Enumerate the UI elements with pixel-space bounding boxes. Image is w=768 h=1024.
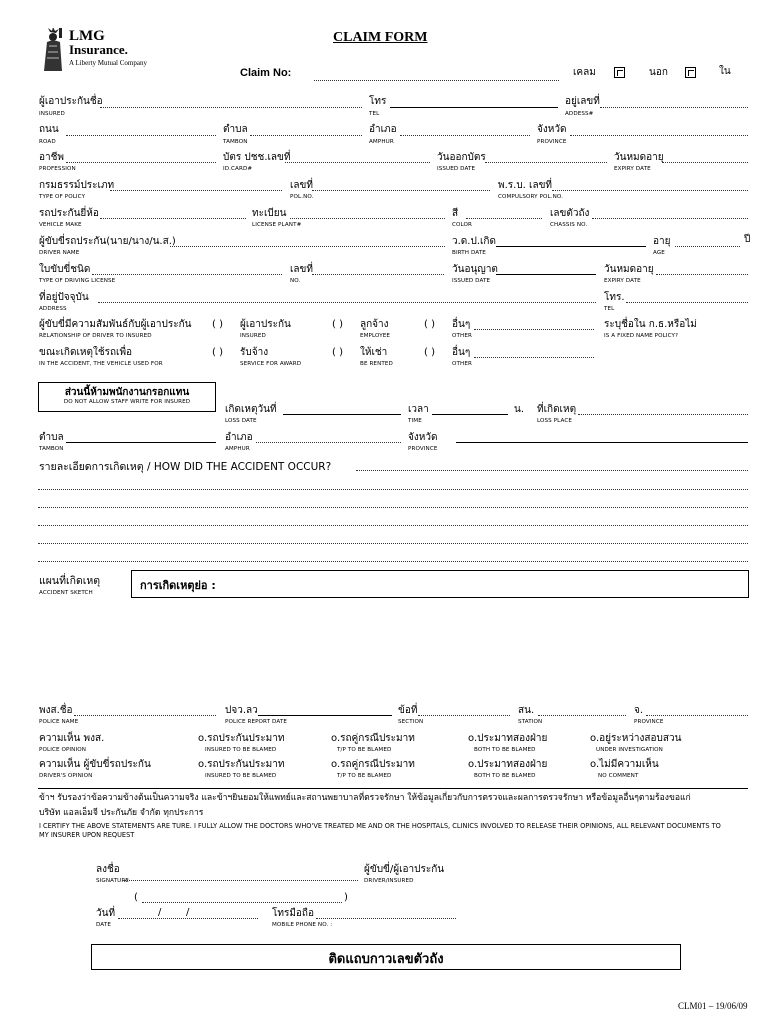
driver-op-insured[interactable]: o.รถประกันประมาท (198, 759, 285, 770)
certify-text-en-1: I CERTIFY THE ABOVE STATEMENTS ARE TURE. I FULLY ALLOW THE DOCTORS WHO'VE TREATED ME AND OR THE HOSPITALS, CLINICS INVOLVED TO RELEASE THEIR OPINIONS, ALL RELEVANT DOCUMENTS TO (39, 822, 721, 830)
rented-box[interactable]: ( ) (332, 347, 343, 358)
award-label: รับจ้าง (240, 347, 269, 358)
form-code: CLM01 – 19/06/09 (678, 1001, 748, 1011)
driver-op-no-comment-en: NO COMMENT (598, 773, 639, 779)
certify-divider (38, 788, 748, 789)
province-label: จังหวัด (537, 124, 567, 135)
staff-notice-th: ส่วนนี้ห้ามพนักงานกรอกแทน (64, 387, 190, 398)
how-accident-line-1[interactable] (356, 470, 748, 471)
tel-label: โทร (369, 96, 387, 107)
police-op-tp[interactable]: o.รถคู่กรณีประมาท (331, 733, 415, 744)
printed-name-field[interactable] (142, 902, 342, 903)
loss-date-label-en: LOSS DATE (225, 418, 257, 424)
signature-label-en: SIGNATURE (96, 878, 129, 884)
profession-label-en: PROFESSION (39, 166, 76, 172)
how-accident-line-6[interactable] (38, 561, 748, 562)
province-field[interactable] (570, 135, 748, 136)
polno-field[interactable] (312, 190, 490, 191)
issued-field[interactable] (485, 162, 607, 163)
rel-insured-label: ผู้เอาประกัน (240, 319, 291, 330)
chassis-label: เลขตัวถัง (550, 208, 590, 219)
driver-op-insured-en: INSURED TO BE BLAMED (205, 773, 277, 779)
licno-label: เลขที่ (290, 264, 313, 275)
driver-op-no-comment[interactable]: o.ไม่มีความเห็น (590, 759, 659, 770)
make-label-en: VEHICLE MAKE (39, 222, 82, 228)
award-box[interactable]: ( ) (212, 347, 223, 358)
company-logo (38, 28, 170, 76)
lic-expiry-label-en: EXPIRY DATE (604, 278, 641, 284)
rel-insured-label-en: INSURED (240, 333, 266, 339)
police-report-label: ปจว.ลว (225, 705, 258, 716)
section-label: ข้อที่ (398, 705, 418, 716)
licno-label-en: NO. (290, 278, 301, 284)
police-op-insured[interactable]: o.รถประกันประมาท (198, 733, 285, 744)
relation-label: ผู้ขับขี่มีความสัมพันธ์กับผู้เอาประกัน (39, 319, 192, 330)
polno-label: เลขที่ (290, 180, 313, 191)
used-for-label: ขณะเกิดเหตุใช้รถเพื่อ (39, 347, 133, 358)
police-name-field[interactable] (74, 715, 216, 716)
amphur-label: อำเภอ (369, 124, 397, 135)
tambon-label-en: TAMBON (223, 139, 248, 145)
insured-field[interactable] (100, 107, 362, 108)
how-accident-line-3[interactable] (38, 507, 748, 508)
date-slash-1: / (158, 907, 162, 918)
police-op-both-en: BOTH TO BE BLAMED (474, 747, 536, 753)
mobile-label-en: MOBILE PHONE NO. : (272, 922, 333, 928)
idcard-label-en: ID.CARD# (223, 166, 253, 172)
birth-label-en: BIRTH DATE (452, 250, 486, 256)
rel-other-box[interactable]: ( ) (424, 319, 435, 330)
fixed-name-label-en: IS A FIXED NAME POLICY? (604, 333, 679, 339)
road-label: ถนน (39, 124, 59, 135)
rel-other-label-en: OTHER (452, 333, 472, 339)
certify-text-th-2: บริษัท แอลเอ็มจี ประกันภัย จำกัด ทุกประการ (39, 808, 204, 818)
sketch-area[interactable] (38, 600, 748, 696)
make-label: รถประกันยี่ห้อ (39, 208, 99, 219)
age-label: อายุ (653, 236, 671, 247)
claim-old-label: เคลม (573, 67, 596, 78)
claim-no-label: Claim No: (240, 67, 292, 79)
how-accident-line-4[interactable] (38, 525, 748, 526)
expiry-label-en: EXPIRY DATE (614, 166, 651, 172)
accident-brief-box[interactable] (131, 570, 749, 598)
time-label: เวลา (408, 404, 429, 415)
used-for-label-en: IN THE ACCIDENT, THE VEHICLE USED FOR (39, 361, 163, 367)
lic-expiry-field[interactable] (656, 274, 748, 275)
how-accident-line-5[interactable] (38, 543, 748, 544)
sketch-label-en: ACCIDENT SKETCH (39, 590, 93, 596)
lic-type-label: ใบขับขี่ชนิด (39, 264, 91, 275)
curaddr-label: ที่อยู่ปัจจุบัน (39, 292, 89, 303)
police-opinion-label-en: POLICE OPINION (39, 747, 87, 753)
policy-type-field[interactable] (110, 190, 282, 191)
time-unit: น. (514, 404, 525, 415)
rel-employee-box[interactable]: ( ) (332, 319, 343, 330)
loss-place-label: ที่เกิดเหตุ (537, 404, 577, 415)
loss-place-label-en: LOSS PLACE (537, 418, 572, 424)
certify-text-en-2: MY INSURER UPON REQUEST (39, 831, 135, 839)
driver-field[interactable] (170, 246, 445, 247)
police-op-investigation-en: UNDER INVESTIGATION (596, 747, 663, 753)
fixed-name-label: ระบุชื่อใน ก.ธ.หรือไม่ (604, 319, 697, 330)
date-label-en: DATE (96, 922, 111, 928)
driver-op-tp-en: T/P TO BE BLAMED (337, 773, 392, 779)
used-other-box[interactable]: ( ) (424, 347, 435, 358)
expiry-field[interactable] (662, 162, 748, 163)
rel-employee-label-en: EMPLOYEE (360, 333, 391, 339)
year-label: ปี (744, 234, 751, 245)
police-op-both[interactable]: o.ประมาทสองฝ่าย (468, 733, 548, 744)
station-label-en: STATION (518, 719, 543, 725)
claim-no-field[interactable] (314, 80, 559, 81)
loss-tambon-label: ตำบล (39, 432, 64, 443)
driver-label: ผู้ขับขี่รถประกัน(นาย/นาง/น.ส.) (39, 236, 176, 247)
loss-tambon-field[interactable] (66, 442, 216, 443)
road-field[interactable] (66, 135, 216, 136)
tel2-label-en: TEL (604, 306, 615, 312)
make-field[interactable] (100, 218, 246, 219)
police-op-investigation[interactable]: o.อยู่ระหว่างสอบสวน (590, 733, 682, 744)
birth-field[interactable] (496, 246, 646, 247)
police-report-field[interactable] (258, 715, 392, 716)
lic-issued-label: วันอนุญาต (452, 264, 498, 275)
plate-label-en: LICENSE PLANT# (252, 222, 302, 228)
section-field[interactable] (418, 715, 510, 716)
claim-in-label: ใน (719, 66, 731, 77)
tambon-field[interactable] (250, 135, 362, 136)
loss-tambon-label-en: TAMBON (39, 446, 64, 452)
lic-type-field[interactable] (92, 274, 282, 275)
loss-amphur-field[interactable] (256, 442, 401, 443)
loss-date-label: เกิดเหตุวันที่ (225, 404, 277, 415)
accident-brief-label: การเกิดเหตุย่อ : (140, 579, 216, 592)
police-report-label-en: POLICE REPORT DATE (225, 719, 287, 725)
lic-issued-label-en: ISSUED DATE (452, 278, 491, 284)
section-label-en: SECTION (398, 719, 424, 725)
polno-label-en: POL.NO. (290, 194, 314, 200)
plate-field[interactable] (290, 218, 445, 219)
color-field[interactable] (466, 218, 542, 219)
award-label-en: SERVICE FOR AWARD (240, 361, 302, 367)
used-other-field[interactable] (474, 357, 594, 358)
chassis-sticker-label: ติดแถบกาวเลขตัวถัง (328, 952, 444, 967)
age-field[interactable] (675, 246, 740, 247)
insured-label-en: INSURED (39, 111, 65, 117)
loss-amphur-label-en: AMPHUR (225, 446, 250, 452)
rel-other-field[interactable] (474, 329, 594, 330)
tel2-field[interactable] (626, 302, 748, 303)
loss-province-label: จังหวัด (408, 432, 438, 443)
tel-field[interactable] (390, 107, 558, 108)
police-op-insured-en: INSURED TO BE BLAMED (205, 747, 277, 753)
logo-tagline: A Liberty Mutual Company (69, 59, 147, 67)
policy-type-label-en: TYPE OF POLICY (39, 194, 86, 200)
address-label-en: ADDESS# (565, 111, 594, 117)
date-field[interactable] (118, 918, 258, 919)
date-slash-2: / (186, 907, 190, 918)
issued-label: วันออกบัตร (437, 152, 486, 163)
police-province-label: จ. (634, 705, 644, 716)
certify-text-th-1: ข้าฯ รับรองว่าข้อความข้างต้นเป็นความจริง และข้าฯยินยอมให้แพทย์และสถานพยาบาลที่ตรวจรักษา ให้ข้อมูลเกี่ยวกับการตรวจและผลการตรวจรักษา หรือข้อมูลอื่นๆตามร้องขอแก่ (39, 793, 691, 803)
driver-op-both[interactable]: o.ประมาทสองฝ่าย (468, 759, 548, 770)
driver-op-both-en: BOTH TO BE BLAMED (474, 773, 536, 779)
signature-label: ลงชื่อ (96, 864, 120, 875)
road-label-en: ROAD (39, 139, 56, 145)
amphur-field[interactable] (400, 135, 530, 136)
driver-op-tp[interactable]: o.รถคู่กรณีประมาท (331, 759, 415, 770)
date-label: วันที่ (96, 908, 116, 919)
plate-label: ทะเบียน (252, 208, 287, 219)
color-label: สี (452, 208, 459, 219)
staff-notice-en: DO NOT ALLOW STAFF WRITE FOR INSURED (63, 399, 191, 405)
curaddr-label-en: ADDRESS (39, 306, 67, 312)
address-label: อยู่เลขที่ (565, 96, 600, 107)
lic-type-label-en: TYPE OF DRIVING LICENSE (39, 278, 116, 284)
used-other-label: อื่นๆ (452, 347, 471, 358)
province-label-en: PROVINCE (537, 139, 567, 145)
claim-out-label: นอก (649, 67, 668, 78)
rel-employee-label: ลูกจ้าง (360, 319, 389, 330)
rented-label: ให้เช่า (360, 347, 388, 358)
tambon-label: ตำบล (223, 124, 248, 135)
signer-role-label: ผู้ขับขี่/ผู้เอาประกัน (364, 864, 445, 875)
mobile-label: โทรมือถือ (272, 908, 314, 919)
loss-amphur-label: อำเภอ (225, 432, 253, 443)
idcard-field[interactable] (285, 162, 430, 163)
police-province-field[interactable] (646, 715, 748, 716)
curaddr-field[interactable] (98, 302, 596, 303)
name-open-paren: ( (134, 892, 138, 903)
tel2-label: โทร. (604, 292, 625, 303)
rel-other-label: อื่นๆ (452, 319, 471, 330)
loss-province-field[interactable] (456, 442, 748, 443)
profession-label: อาชีพ (39, 152, 64, 163)
logo-name-lmg: LMG (69, 28, 105, 44)
station-field[interactable] (538, 715, 626, 716)
compulsory-label-en: COMPULSORY POL.NO. (498, 194, 564, 200)
logo-name-insurance: Insurance. (69, 42, 128, 57)
issued-label-en: ISSUED DATE (437, 166, 476, 172)
mobile-field[interactable] (316, 918, 456, 919)
signer-role-label-en: DRIVER/INSURED (364, 878, 414, 884)
police-name-label-en: POLICE NAME (39, 719, 79, 725)
chassis-field[interactable] (592, 218, 748, 219)
time-field[interactable] (432, 414, 508, 415)
tel-label-en: TEL (369, 111, 380, 117)
loss-province-label-en: PROVINCE (408, 446, 438, 452)
claim-out-checkbox[interactable] (685, 67, 696, 78)
form-title: CLAIM FORM (333, 30, 428, 45)
address-field[interactable] (600, 107, 748, 108)
lic-issued-field[interactable] (496, 274, 596, 275)
compulsory-field[interactable] (552, 190, 748, 191)
loss-place-field[interactable] (578, 414, 748, 415)
time-label-en: TIME (408, 418, 422, 424)
police-name-label: พงส.ชื่อ (39, 705, 73, 716)
claim-old-checkbox[interactable] (614, 67, 625, 78)
statue-of-liberty-icon (38, 28, 68, 72)
birth-label: ว.ด.ป.เกิด (452, 236, 496, 247)
signature-field[interactable] (124, 880, 358, 881)
compulsory-label: พ.ร.บ. เลขที่ (498, 180, 552, 191)
expiry-label: วันหมดอายุ (614, 152, 664, 163)
police-op-tp-en: T/P TO BE BLAMED (337, 747, 392, 753)
station-label: สน. (518, 705, 535, 716)
color-label-en: COLOR (452, 222, 473, 228)
policy-type-label: กรมธรรม์ประเภท (39, 180, 115, 191)
name-close-paren: ) (344, 892, 348, 903)
amphur-label-en: AMPHUR (369, 139, 394, 145)
rel-insured-box[interactable]: ( ) (212, 319, 223, 330)
age-label-en: AGE (653, 250, 665, 256)
used-other-label-en: OTHER (452, 361, 472, 367)
driver-opinion-label: ความเห็น ผู้ขับขี่รถประกัน (39, 759, 151, 770)
rented-label-en: BE RENTED (360, 361, 393, 367)
driver-label-en: DRIVER NAME (39, 250, 80, 256)
insured-label: ผู้เอาประกันชื่อ (39, 96, 103, 107)
lic-expiry-label: วันหมดอายุ (604, 264, 654, 275)
idcard-label: บัตร ปชช.เลขที่ (223, 152, 291, 163)
licno-field[interactable] (312, 274, 444, 275)
police-province-label-en: PROVINCE (634, 719, 664, 725)
how-accident-line-2[interactable] (38, 489, 748, 490)
sketch-label: แผนที่เกิดเหตุ (39, 575, 101, 587)
profession-field[interactable] (66, 162, 216, 163)
relation-label-en: RELATIONSHIP OF DRIVER TO INSURED (39, 333, 152, 339)
loss-date-field[interactable] (283, 414, 401, 415)
police-opinion-label: ความเห็น พงส. (39, 733, 105, 744)
chassis-label-en: CHASSIS NO. (550, 222, 588, 228)
driver-opinion-label-en: DRIVER'S OPINION (39, 773, 93, 779)
how-accident-label: รายละเอียดการเกิดเหตุ / HOW DID THE ACCIDENT OCCUR? (39, 461, 332, 473)
